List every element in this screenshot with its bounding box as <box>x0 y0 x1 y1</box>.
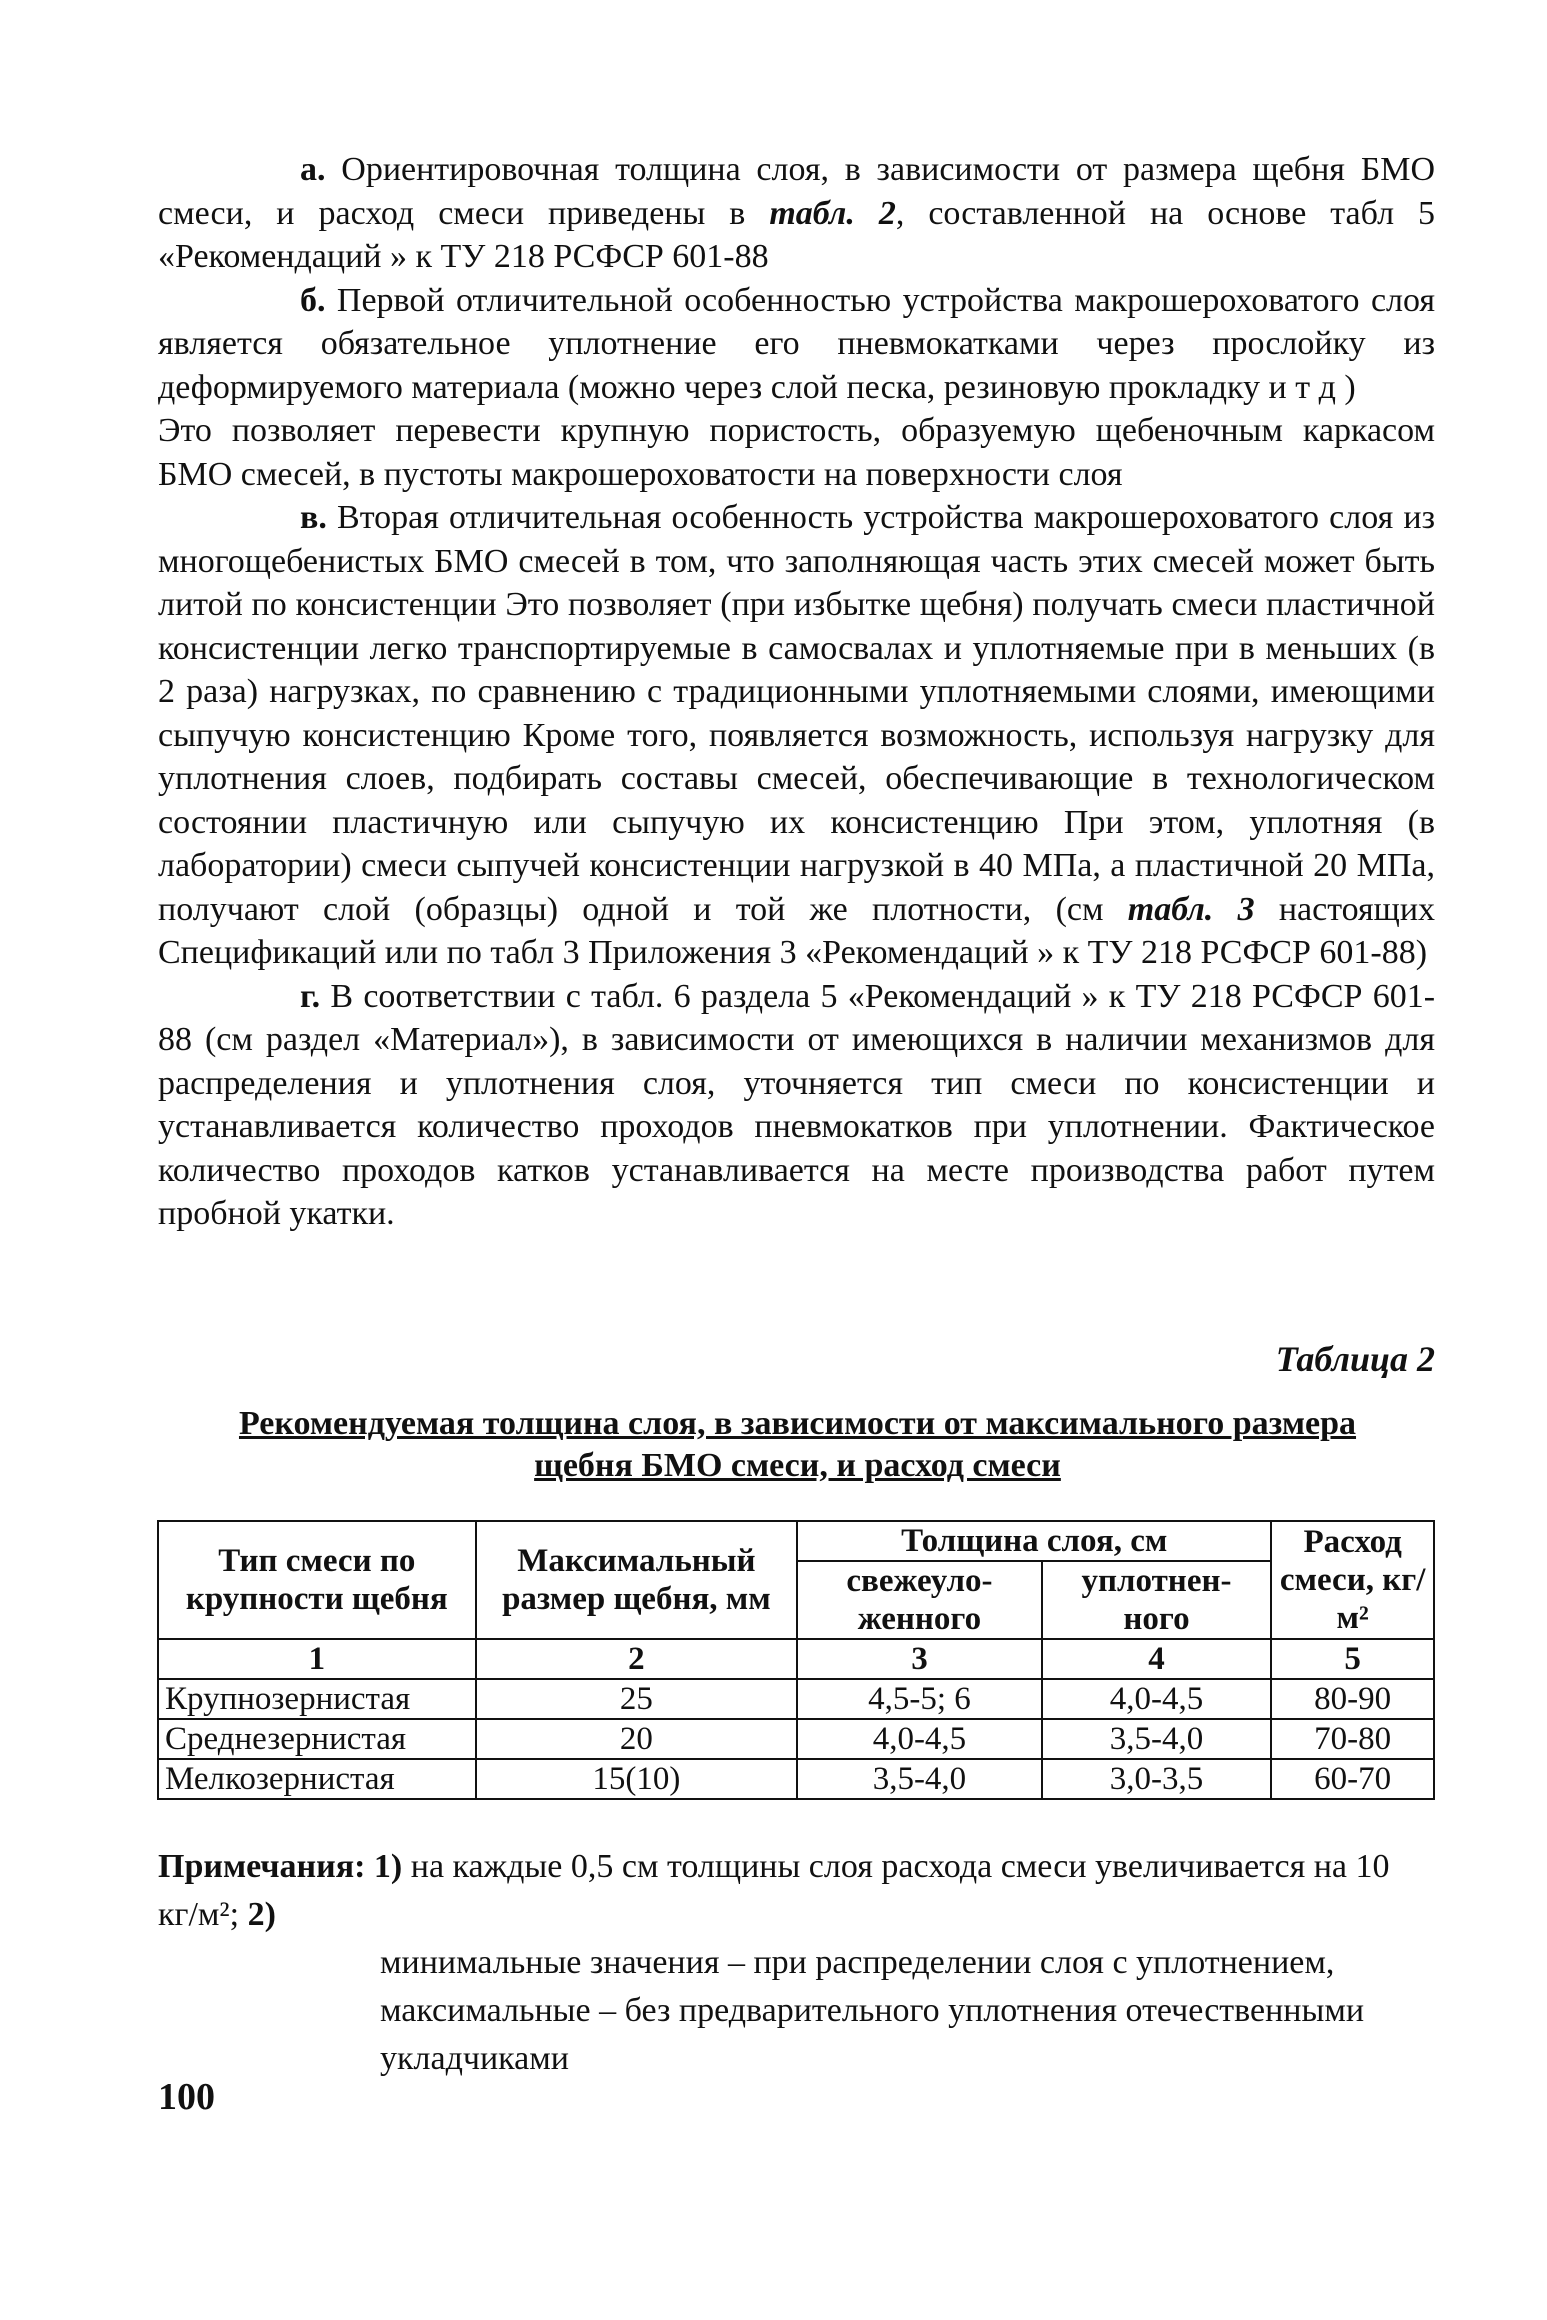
data-table <box>157 1520 1435 1800</box>
table-row: Мелкозернистая 15(10) 3,5-4,0 3,0-3,5 60-70 <box>158 1759 1434 1799</box>
table-title: Рекомендуемая толщина слоя, в зависимости от максимального размера щебня БМО смеси, и расход смеси <box>238 1405 1357 1484</box>
body-text <box>158 148 1435 1236</box>
paragraph-v: в. Вторая отличительная особенность устройства макрошероховатого слоя из многощебенистых БМО смесей в том, что заполняющая часть этих смесей может быть литой по консистенции Это позволяет (при избытке щебня) получать смеси пластичной консистенции легко транспортируемые в самосвалах и уплотняемые при в меньших (в 2 раза) нагрузках, по сравнению с традиционными уплотняемыми слоями, имеющими сыпучую консистенцию Кроме того, появляется возможность, используя нагрузку для уплотнения слоев, подбирать составы смесей, обеспечивающие в технологическом состоянии пластичную или сыпучую их консистенцию При этом, уплотняя (в лаборатории) смеси сыпучей консистенции нагрузкой в 40 МПа, а пластичной 20 МПа, получают слой (образцы) одной и той же плотности, (см табл. 3 настоящих Спецификаций или по табл 3 Приложения 3 «Рекомендаций » к ТУ 218 РСФСР 601-88) <box>158 499 1436 971</box>
header-type: Тип смеси по крупности щебня <box>158 1521 476 1639</box>
table-ref: табл. 2 <box>769 194 896 232</box>
table-caption: Таблица 2 <box>1275 1339 1435 1379</box>
column-number-row: 1 2 3 4 5 <box>158 1639 1434 1679</box>
notes-label: Примечания: <box>158 1848 366 1885</box>
paragraph-b: б. Первой отличительной особенностью устройства макрошероховатого слоя является обязательное уплотнение его пневмокатками через прослойку из деформируемого материала (можно через слой песка, резиновую прокладку и т д ) <box>158 281 1435 406</box>
table-row: Крупнозернистая 25 4,5-5; 6 4,0-4,5 80-90 <box>158 1679 1434 1719</box>
table-notes: Примечания: 1) на каждые 0,5 см толщины слоя расхода смеси увеличивается на 10 кг/м²; 2) минимальные значения – при распределении слоя с уплотнением, максимальные – без предварительного уплотнения отечественными укладчиками <box>158 1848 1390 2077</box>
paragraph-a: а. Ориентировочная толщина слоя, в зависимости от размера щебня БМО смеси, и расход смеси приведены в табл. 2, составленной на основе табл 5 «Рекомендаций » к ТУ 218 РСФСР 601-88 <box>158 151 1436 275</box>
header-thickness: Толщина слоя, см <box>797 1521 1271 1561</box>
header-consumption: Расход смеси, кг/м² <box>1271 1521 1434 1639</box>
header-fresh: свежеуло-женного <box>797 1561 1041 1639</box>
table-ref: табл. 3 <box>1127 890 1255 928</box>
table-row: Среднезернистая 20 4,0-4,5 3,5-4,0 70-80 <box>158 1719 1434 1759</box>
header-max-size: Максимальный размер щебня, мм <box>476 1521 798 1639</box>
paragraph-g: г. В соответствии с табл. 6 раздела 5 «Рекомендаций » к ТУ 218 РСФСР 601-88 (см раздел «Материал»), в зависимости от имеющихся в наличии механизмов для распределения и уплотнения слоя, уточняется тип смеси по консистенции и устанавливается количество проходов пневмокатков при уплотнении. Фактическое количество проходов катков устанавливается на месте производства работ путем пробной укатки. <box>158 977 1436 1232</box>
header-compacted: уплотнен-ного <box>1042 1561 1272 1639</box>
paragraph-b-continued: Это позволяет перевести крупную пористость, образуемую щебеночным каркасом БМО смесей, в пустоты макрошероховатости на поверхности слоя <box>158 412 1435 493</box>
table-header-row <box>158 1521 1434 1561</box>
page-number: 100 <box>158 2076 215 2118</box>
